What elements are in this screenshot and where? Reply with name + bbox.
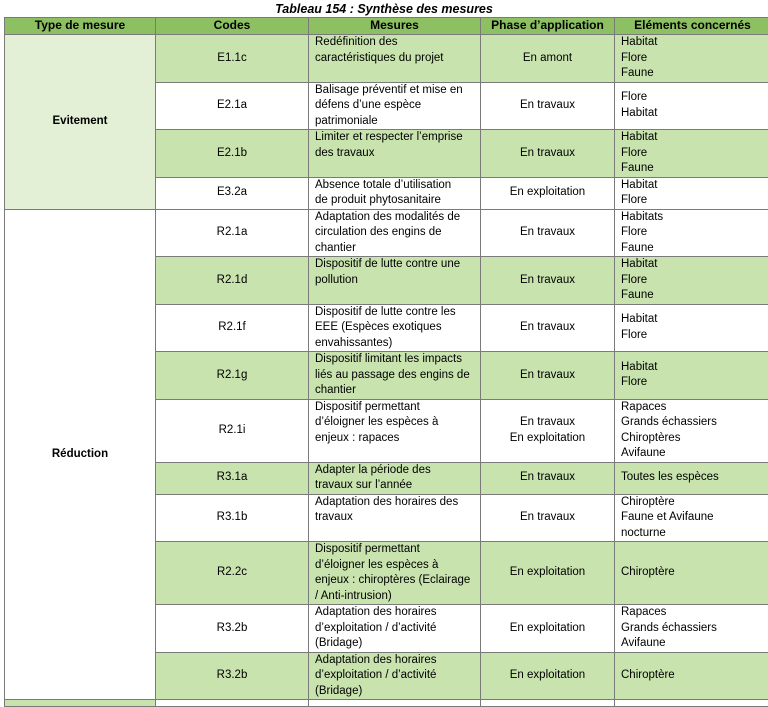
measure-description-line: envahissantes) — [315, 336, 474, 352]
application-phase-line: En travaux — [487, 146, 608, 162]
measure-description — [309, 399, 481, 462]
measure-description-line: travaux — [315, 510, 474, 526]
application-phase-line: En travaux — [487, 225, 608, 241]
header-elements: Eléments concernés — [615, 18, 768, 35]
measure-code: R3.2b — [156, 652, 309, 700]
application-phase — [481, 462, 615, 494]
measure-description-line: (Bridage) — [315, 684, 474, 700]
concerned-elements — [615, 352, 768, 400]
measure-description-line: Dispositif limitant les impacts — [315, 352, 474, 368]
concerned-elements — [615, 542, 768, 605]
concerned-elements-line: Avifaune — [621, 446, 764, 462]
measure-description-line: défens d’une espèce — [315, 98, 474, 114]
application-phase-line: En amont — [487, 51, 608, 67]
measure-description-line: pollution — [315, 273, 474, 289]
measure-description-line: Adaptation des horaires des — [315, 495, 474, 511]
measure-description-line: enjeux : rapaces — [315, 431, 474, 447]
measure-code: R3.1a — [156, 462, 309, 494]
application-phase-line: En travaux — [487, 98, 608, 114]
concerned-elements — [615, 82, 768, 130]
concerned-elements — [615, 462, 768, 494]
header-codes: Codes — [156, 18, 309, 35]
empty-cell — [5, 700, 156, 707]
application-phase — [481, 130, 615, 178]
measure-code: E2.1a — [156, 82, 309, 130]
concerned-elements-line: Flore — [621, 51, 764, 67]
concerned-elements — [615, 494, 768, 542]
concerned-elements-line: Chiroptère — [621, 668, 764, 684]
application-phase — [481, 605, 615, 653]
application-phase — [481, 494, 615, 542]
measure-code: R3.2b — [156, 605, 309, 653]
concerned-elements — [615, 399, 768, 462]
measure-description-line: Dispositif de lutte contre une — [315, 257, 474, 273]
table-row — [5, 209, 768, 257]
concerned-elements — [615, 605, 768, 653]
concerned-elements-line: Flore — [621, 90, 764, 106]
measure-code: R2.2c — [156, 542, 309, 605]
measure-description-line: d’éloigner les espèces à — [315, 415, 474, 431]
concerned-elements-line: Faune — [621, 66, 764, 82]
measure-description — [309, 462, 481, 494]
measure-description-line: Adapter la période des — [315, 463, 474, 479]
measure-description-line: d’exploitation / d’activité — [315, 621, 474, 637]
measure-code: R3.1b — [156, 494, 309, 542]
concerned-elements-line: Chiroptère — [621, 565, 764, 581]
measure-description-line: patrimoniale — [315, 114, 474, 130]
measure-description-line: EEE (Espèces exotiques — [315, 320, 474, 336]
application-phase — [481, 82, 615, 130]
concerned-elements-line: Faune et Avifaune — [621, 510, 764, 526]
measure-description-line: Balisage préventif et mise en — [315, 83, 474, 99]
measure-description-line: chantier — [315, 383, 474, 399]
concerned-elements-line: Chiroptères — [621, 431, 764, 447]
measure-description-line: (Bridage) — [315, 636, 474, 652]
application-phase-line: En exploitation — [487, 621, 608, 637]
application-phase-line: En exploitation — [487, 668, 608, 684]
table-caption: Tableau 154 : Synthèse des mesures — [0, 0, 768, 18]
measure-code: R2.1d — [156, 257, 309, 305]
concerned-elements-line: Flore — [621, 193, 764, 209]
measure-description-line: Adaptation des horaires — [315, 605, 474, 621]
measure-description-line: d’exploitation / d’activité — [315, 668, 474, 684]
header-type: Type de mesure — [5, 18, 156, 35]
concerned-elements — [615, 652, 768, 700]
application-phase-line: En exploitation — [487, 185, 608, 201]
measure-description-line: circulation des engins de — [315, 225, 474, 241]
concerned-elements — [615, 177, 768, 209]
application-phase-line: En travaux — [487, 320, 608, 336]
header-row — [5, 18, 768, 35]
application-phase — [481, 177, 615, 209]
measure-description-line: Limiter et respecter l’emprise — [315, 130, 474, 146]
concerned-elements — [615, 209, 768, 257]
concerned-elements-line: Flore — [621, 146, 764, 162]
measure-description — [309, 605, 481, 653]
measure-type-evitement: Evitement — [5, 35, 156, 210]
concerned-elements — [615, 257, 768, 305]
concerned-elements-line: Chiroptère — [621, 495, 764, 511]
measure-description — [309, 494, 481, 542]
measure-description-line: Dispositif de lutte contre les — [315, 305, 474, 321]
header-mesures: Mesures — [309, 18, 481, 35]
measure-code: R2.1a — [156, 209, 309, 257]
concerned-elements-line: Rapaces — [621, 605, 764, 621]
measure-type-reduction: Réduction — [5, 209, 156, 700]
application-phase-line: En travaux — [487, 470, 608, 486]
measure-description-line: de produit phytosanitaire — [315, 193, 474, 209]
measure-description — [309, 82, 481, 130]
measure-description-line: enjeux : chiroptères (Eclairage — [315, 573, 474, 589]
measure-description-line: liés au passage des engins de — [315, 368, 474, 384]
measure-description — [309, 130, 481, 178]
measure-code: E1.1c — [156, 35, 309, 83]
application-phase-line: En travaux — [487, 273, 608, 289]
application-phase-line: En travaux — [487, 510, 608, 526]
concerned-elements-line: Habitat — [621, 312, 764, 328]
application-phase — [481, 399, 615, 462]
application-phase-line: En exploitation — [487, 431, 608, 447]
measure-description-line: des travaux — [315, 146, 474, 162]
concerned-elements-line: Habitats — [621, 210, 764, 226]
concerned-elements-line: Flore — [621, 225, 764, 241]
synthesis-table — [4, 17, 768, 707]
concerned-elements-line: Habitat — [621, 178, 764, 194]
measure-description-line: travaux sur l’année — [315, 478, 474, 494]
application-phase — [481, 542, 615, 605]
measure-description — [309, 304, 481, 352]
concerned-elements-line: Avifaune — [621, 636, 764, 652]
concerned-elements-line: Faune — [621, 161, 764, 177]
concerned-elements-line: Habitat — [621, 257, 764, 273]
measure-code: R2.1f — [156, 304, 309, 352]
concerned-elements — [615, 304, 768, 352]
concerned-elements-line: Faune — [621, 288, 764, 304]
measure-code: E2.1b — [156, 130, 309, 178]
concerned-elements-line: Flore — [621, 375, 764, 391]
concerned-elements-line: nocturne — [621, 526, 764, 542]
measure-description — [309, 257, 481, 305]
measure-description-line: caractéristiques du projet — [315, 51, 474, 67]
measure-description — [309, 209, 481, 257]
empty-cell — [156, 700, 309, 707]
measure-description-line: Adaptation des horaires — [315, 653, 474, 669]
measure-description — [309, 542, 481, 605]
concerned-elements-line: Grands échassiers — [621, 415, 764, 431]
table-row — [5, 35, 768, 83]
measure-description — [309, 35, 481, 83]
measure-description-line: Redéfinition des — [315, 35, 474, 51]
concerned-elements-line: Habitat — [621, 106, 764, 122]
application-phase — [481, 257, 615, 305]
concerned-elements-line: Toutes les espèces — [621, 470, 764, 486]
header-phase: Phase d’application — [481, 18, 615, 35]
measure-description-line: Dispositif permettant — [315, 400, 474, 416]
concerned-elements — [615, 130, 768, 178]
concerned-elements-line: Habitat — [621, 130, 764, 146]
application-phase-line: En exploitation — [487, 565, 608, 581]
measure-code: R2.1i — [156, 399, 309, 462]
measure-description-line: Absence totale d’utilisation — [315, 178, 474, 194]
application-phase — [481, 209, 615, 257]
table-row-partial — [5, 700, 768, 707]
empty-cell — [481, 700, 615, 707]
concerned-elements — [615, 35, 768, 83]
measure-description — [309, 652, 481, 700]
measure-description-line: d’éloigner les espèces à — [315, 558, 474, 574]
measure-description-line: Dispositif permettant — [315, 542, 474, 558]
measure-description — [309, 177, 481, 209]
application-phase — [481, 304, 615, 352]
table-body — [5, 35, 768, 707]
measure-code: E3.2a — [156, 177, 309, 209]
measure-description-line: Adaptation des modalités de — [315, 210, 474, 226]
measure-description-line: / Anti-intrusion) — [315, 589, 474, 605]
application-phase-line: En travaux — [487, 415, 608, 431]
application-phase — [481, 652, 615, 700]
measure-description-line: chantier — [315, 241, 474, 257]
concerned-elements-line: Flore — [621, 273, 764, 289]
empty-cell — [309, 700, 481, 707]
application-phase — [481, 352, 615, 400]
concerned-elements-line: Rapaces — [621, 400, 764, 416]
empty-cell — [615, 700, 768, 707]
concerned-elements-line: Flore — [621, 328, 764, 344]
measure-code: R2.1g — [156, 352, 309, 400]
concerned-elements-line: Grands échassiers — [621, 621, 764, 637]
application-phase — [481, 35, 615, 83]
concerned-elements-line: Faune — [621, 241, 764, 257]
measure-description — [309, 352, 481, 400]
application-phase-line: En travaux — [487, 368, 608, 384]
concerned-elements-line: Habitat — [621, 35, 764, 51]
concerned-elements-line: Habitat — [621, 360, 764, 376]
